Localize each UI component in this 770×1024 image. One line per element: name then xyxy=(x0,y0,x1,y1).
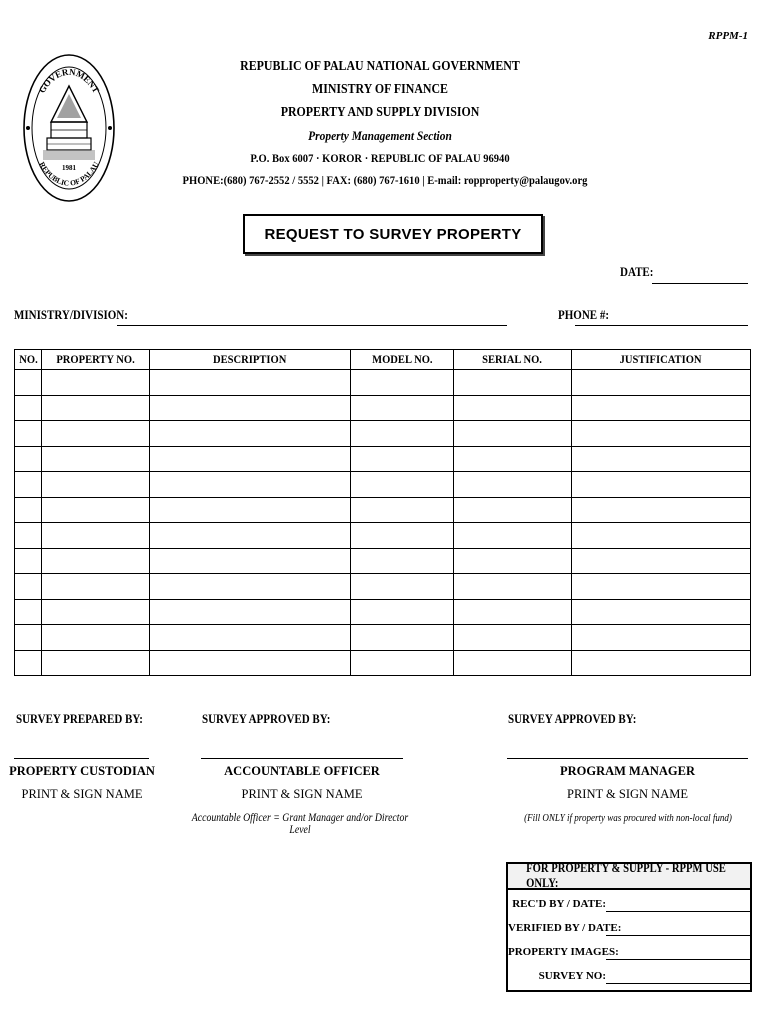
table-row xyxy=(15,421,751,447)
cell-no[interactable] xyxy=(15,421,42,447)
cell-model-no[interactable] xyxy=(351,548,454,574)
property-table xyxy=(14,349,751,676)
table-row xyxy=(15,650,751,676)
rppm-row-images: PROPERTY IMAGES: xyxy=(508,938,750,962)
cell-model-no[interactable] xyxy=(351,599,454,625)
cell-model-no[interactable] xyxy=(351,497,454,523)
cell-model-no[interactable] xyxy=(351,650,454,676)
cell-no[interactable] xyxy=(15,523,42,549)
table-row xyxy=(15,599,751,625)
col-header-justification: JUSTIFICATION xyxy=(572,350,751,370)
table-row xyxy=(15,370,751,396)
rppm-row-survey-no: SURVEY NO: xyxy=(508,962,750,986)
cell-serial-no[interactable] xyxy=(454,625,572,651)
header-line2: MINISTRY OF FINANCE xyxy=(311,81,448,96)
cell-serial-no[interactable] xyxy=(454,370,572,396)
cell-no[interactable] xyxy=(15,625,42,651)
cell-property-no[interactable] xyxy=(42,472,150,498)
cell-description[interactable] xyxy=(150,395,351,421)
cell-property-no[interactable] xyxy=(42,650,150,676)
cell-serial-no[interactable] xyxy=(454,472,572,498)
cell-no[interactable] xyxy=(15,599,42,625)
cell-justification[interactable] xyxy=(572,421,751,447)
cell-description[interactable] xyxy=(150,625,351,651)
officer-print-sign: PRINT & SIGN NAME xyxy=(241,787,363,801)
cell-model-no[interactable] xyxy=(351,421,454,447)
approved-by-label-1: SURVEY APPROVED BY: xyxy=(202,712,331,726)
cell-model-no[interactable] xyxy=(351,574,454,600)
cell-justification[interactable] xyxy=(572,599,751,625)
cell-property-no[interactable] xyxy=(42,548,150,574)
seal-year: 1981 xyxy=(62,164,76,172)
cell-no[interactable] xyxy=(15,395,42,421)
header-line3: PROPERTY AND SUPPLY DIVISION xyxy=(280,104,480,119)
cell-serial-no[interactable] xyxy=(454,497,572,523)
rppm-box-title: FOR PROPERTY & SUPPLY - RPPM USE ONLY: xyxy=(508,864,750,890)
table-row xyxy=(15,497,751,523)
manager-print-sign: PRINT & SIGN NAME xyxy=(567,787,688,801)
cell-description[interactable] xyxy=(150,497,351,523)
property-images-field[interactable] xyxy=(606,959,750,960)
cell-justification[interactable] xyxy=(572,574,751,600)
cell-property-no[interactable] xyxy=(42,446,150,472)
form-code: RPPM-1 xyxy=(708,30,748,42)
manager-signature-line[interactable] xyxy=(507,758,748,759)
manager-note: (Fill ONLY if property was procured with non-local fund) xyxy=(524,812,732,824)
table-row xyxy=(15,625,751,651)
cell-no[interactable] xyxy=(15,497,42,523)
seal-text-top: GOVERNMENT xyxy=(36,66,102,95)
header-address: P.O. Box 6007 · KOROR · REPUBLIC OF PALAU 96940 xyxy=(250,151,510,165)
col-header-description: DESCRIPTION xyxy=(150,350,351,370)
ministry-field[interactable] xyxy=(117,325,507,326)
table-row xyxy=(15,395,751,421)
date-label: DATE: xyxy=(620,265,654,279)
ministry-label: MINISTRY/DIVISION: xyxy=(14,308,128,322)
cell-justification[interactable] xyxy=(572,446,751,472)
cell-justification[interactable] xyxy=(572,548,751,574)
form-title: REQUEST TO SURVEY PROPERTY xyxy=(243,214,543,254)
cell-property-no[interactable] xyxy=(42,421,150,447)
survey-no-field[interactable] xyxy=(606,983,750,984)
cell-serial-no[interactable] xyxy=(454,446,572,472)
col-header-serial-no: SERIAL NO. xyxy=(454,350,572,370)
cell-justification[interactable] xyxy=(572,650,751,676)
cell-property-no[interactable] xyxy=(42,574,150,600)
cell-justification[interactable] xyxy=(572,625,751,651)
prepared-by-label: SURVEY PREPARED BY: xyxy=(16,712,143,726)
cell-serial-no[interactable] xyxy=(454,574,572,600)
cell-description[interactable] xyxy=(150,370,351,396)
cell-model-no[interactable] xyxy=(351,523,454,549)
custodian-print-sign: PRINT & SIGN NAME xyxy=(21,787,143,801)
seal-text-bottom: REPUBLIC OF PALAU xyxy=(37,160,101,188)
cell-description[interactable] xyxy=(150,599,351,625)
cell-justification[interactable] xyxy=(572,472,751,498)
header-contact: PHONE:(680) 767-2552 / 5552 | FAX: (680) 767-1610 | E-mail: ropproperty@palaugov.org xyxy=(182,173,588,187)
table-header-row xyxy=(15,350,751,370)
cell-property-no[interactable] xyxy=(42,497,150,523)
cell-property-no[interactable] xyxy=(42,370,150,396)
cell-model-no[interactable] xyxy=(351,472,454,498)
custodian-title: PROPERTY CUSTODIAN xyxy=(9,764,155,778)
cell-serial-no[interactable] xyxy=(454,523,572,549)
cell-serial-no[interactable] xyxy=(454,395,572,421)
cell-serial-no[interactable] xyxy=(454,650,572,676)
cell-justification[interactable] xyxy=(572,497,751,523)
palau-government-seal-icon xyxy=(21,52,117,204)
date-field[interactable] xyxy=(652,283,748,284)
table-row xyxy=(15,574,751,600)
table-row xyxy=(15,548,751,574)
cell-no[interactable] xyxy=(15,574,42,600)
rppm-row-verified: VERIFIED BY / DATE: xyxy=(508,914,750,938)
approved-by-label-2: SURVEY APPROVED BY: xyxy=(508,712,637,726)
custodian-signature-line[interactable] xyxy=(14,758,149,759)
manager-title: PROGRAM MANAGER xyxy=(559,764,696,778)
cell-no[interactable] xyxy=(15,446,42,472)
table-row xyxy=(15,472,751,498)
cell-property-no[interactable] xyxy=(42,625,150,651)
cell-serial-no[interactable] xyxy=(454,548,572,574)
cell-description[interactable] xyxy=(150,446,351,472)
cell-serial-no[interactable] xyxy=(454,599,572,625)
officer-note: Accountable Officer = Grant Manager and/or Director Level xyxy=(191,812,409,836)
received-by-field[interactable] xyxy=(606,911,750,912)
phone-label: PHONE #: xyxy=(558,308,610,322)
cell-description[interactable] xyxy=(150,650,351,676)
col-header-model-no: MODEL NO. xyxy=(351,350,454,370)
svg-text:GOVERNMENT xyxy=(37,67,102,95)
cell-no[interactable] xyxy=(15,650,42,676)
table-row xyxy=(15,523,751,549)
cell-property-no[interactable] xyxy=(42,599,150,625)
cell-justification[interactable] xyxy=(572,395,751,421)
cell-description[interactable] xyxy=(150,523,351,549)
cell-property-no[interactable] xyxy=(42,523,150,549)
cell-no[interactable] xyxy=(15,472,42,498)
cell-model-no[interactable] xyxy=(351,446,454,472)
header-section: Property Management Section xyxy=(308,128,452,143)
cell-justification[interactable] xyxy=(572,370,751,396)
cell-description[interactable] xyxy=(150,472,351,498)
col-header-property-no: PROPERTY NO. xyxy=(42,350,150,370)
rppm-use-only-box xyxy=(506,862,752,992)
phone-field[interactable] xyxy=(575,325,748,326)
officer-signature-line[interactable] xyxy=(201,758,403,759)
cell-no[interactable] xyxy=(15,548,42,574)
officer-title: ACCOUNTABLE OFFICER xyxy=(224,764,380,778)
cell-description[interactable] xyxy=(150,574,351,600)
cell-property-no[interactable] xyxy=(42,395,150,421)
cell-description[interactable] xyxy=(150,421,351,447)
rppm-row-received: REC'D BY / DATE: xyxy=(508,890,750,914)
table-row xyxy=(15,446,751,472)
cell-model-no[interactable] xyxy=(351,370,454,396)
cell-description[interactable] xyxy=(150,548,351,574)
cell-justification[interactable] xyxy=(572,523,751,549)
cell-no[interactable] xyxy=(15,370,42,396)
verified-by-field[interactable] xyxy=(606,935,750,936)
header-line1: REPUBLIC OF PALAU NATIONAL GOVERNMENT xyxy=(240,58,520,73)
col-header-no: NO. xyxy=(15,350,42,370)
cell-serial-no[interactable] xyxy=(454,421,572,447)
cell-model-no[interactable] xyxy=(351,625,454,651)
cell-model-no[interactable] xyxy=(351,395,454,421)
